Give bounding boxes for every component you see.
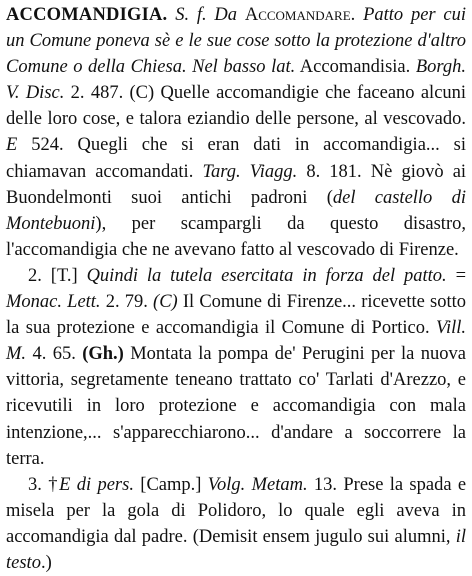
citation-source: Targ. Viagg. [202, 161, 298, 182]
citation-quote: Nè giovò ai Buondelmonti suoi antichi padroni ( [6, 161, 467, 208]
citation-source: Borgh. V. Disc. [6, 57, 467, 104]
sense-number: 2. [28, 265, 42, 286]
citation-quote: Quelle accomandigie che faceano alcuni delle loro cose, e talora eziandio delle persone, al vescovado. [6, 83, 467, 130]
latin-gloss-end: .) [40, 552, 52, 573]
dictionary-entry [6, 2, 466, 263]
citation-italic-phrase: del castello di Montebuoni [6, 187, 466, 234]
sense-definition: E di pers. [59, 474, 134, 495]
citation-quote: Il Comune di Firenze... ricevette sotto la sua protezione e accomandigia il Comune di Portico. [6, 292, 467, 339]
citation-mark: (Gh.) [82, 344, 124, 365]
citation-source: Volg. Metam. [207, 474, 308, 495]
latin-gloss-italic: il testo [6, 526, 467, 573]
citation-source: Monac. Lett. [6, 292, 101, 313]
sense-number: 3. [28, 474, 42, 495]
citation-quote: Quegli che si eran dati in accomandigia... si chiamavan accomandati. [6, 135, 467, 182]
citation-source: E [6, 135, 18, 156]
citation-reference: 2. 487. [70, 83, 124, 104]
etymology-word: Accomandare. [244, 5, 356, 25]
sense-2 [6, 263, 466, 472]
sense-tag: [T.] [50, 265, 78, 286]
dagger-mark: † [48, 474, 60, 495]
citation-source: Vill. M. [6, 318, 467, 365]
sense-tag: [Camp.] [140, 474, 202, 495]
grammar-label: S. f. [175, 5, 207, 25]
equals-sign: = [455, 265, 467, 286]
citation-mark: (C) [153, 292, 178, 313]
citation-quote: Montata la pompa de' Perugini per la nuova vittoria, segretamente teneano trattato co' Tarlati d'Arezzo, e ricevutili in loro protezione e accomandigia con mala intenzione,... s'apparecchiarono... d'andare a soccorrere la terra. [6, 344, 466, 469]
citation-quote: ), per scampargli da questo disastro, l'accomandigia che ne avevano fatto al vescovado di Firenze. [6, 213, 466, 260]
sense-3 [6, 472, 466, 576]
citation-quote: Prese la spada e misela per la gola di Polidoro, lo quale egli aveva in accomandigia dal padre. [6, 474, 467, 547]
latin-gloss: (Demisit ensem jugulo sui alumni, [192, 526, 451, 547]
citation-reference: 8. 181. [306, 161, 362, 182]
citation-reference: 13. [313, 474, 338, 495]
citation-mark: (C) [129, 83, 155, 104]
citation-reference: 4. 65. [32, 344, 76, 365]
entry-definition: Patto per cui un Comune poneva sè e le sue cose sotto la protezione d'altro Comune o della Chiesa. Nel basso lat. [6, 5, 467, 78]
entry-headword: ACCOMANDIGIA. [6, 5, 168, 25]
etymology-da: Da [214, 5, 238, 25]
citation-reference: 524. [31, 135, 64, 156]
citation-reference: 2. 79. [105, 292, 148, 313]
sense-definition: Quindi la tutela esercitata in forza del patto. [86, 265, 447, 286]
latin-form: Accomandisia. [299, 57, 411, 78]
